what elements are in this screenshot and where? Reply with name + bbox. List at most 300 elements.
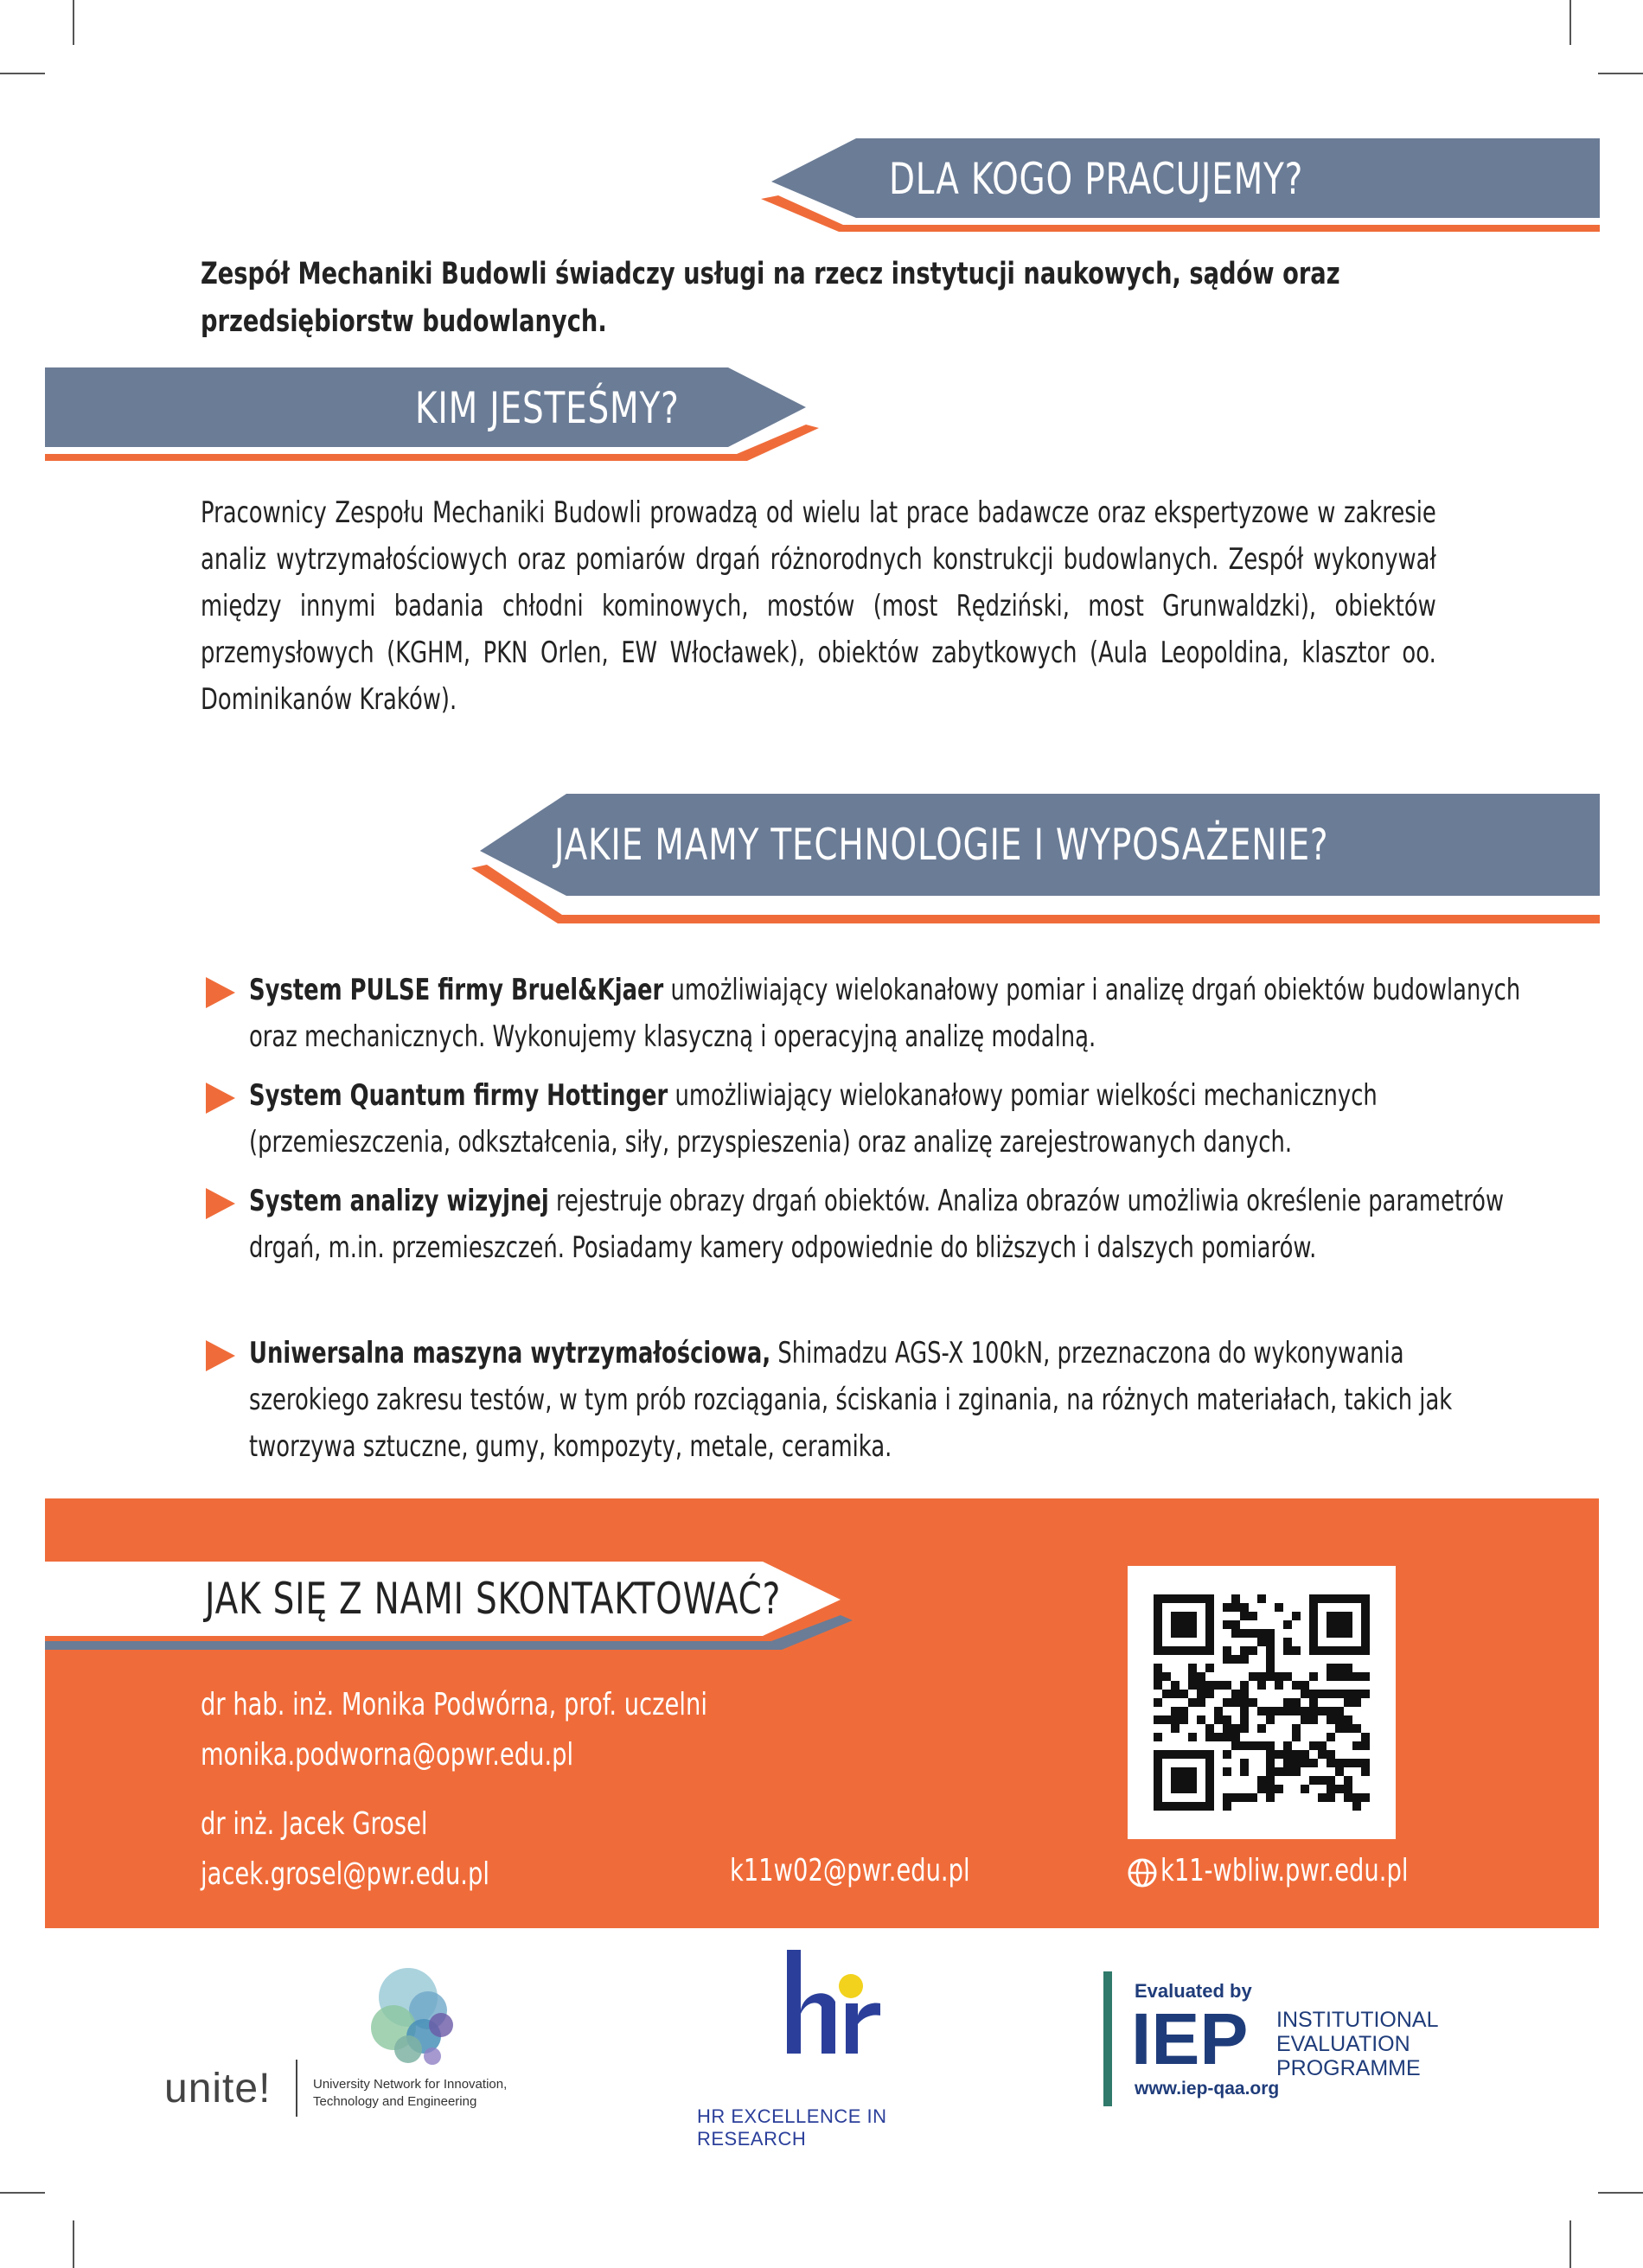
qr-module: [1266, 1638, 1275, 1646]
qr-module: [1171, 1776, 1180, 1785]
qr-module: [1162, 1750, 1171, 1759]
qr-module: [1335, 1715, 1344, 1724]
qr-module: [1205, 1793, 1214, 1802]
qr-module: [1292, 1707, 1301, 1715]
qr-module: [1327, 1664, 1335, 1672]
qr-module: [1171, 1707, 1180, 1715]
qr-module: [1180, 1707, 1188, 1715]
qr-module: [1283, 1620, 1292, 1629]
triangle-bullet-icon: [206, 1340, 235, 1371]
qr-module: [1171, 1750, 1180, 1759]
qr-module: [1188, 1750, 1197, 1759]
qr-module: [1223, 1681, 1231, 1690]
qr-module: [1361, 1672, 1370, 1681]
qr-module: [1154, 1664, 1162, 1672]
qr-module: [1162, 1715, 1171, 1724]
triangle-bullet-icon: [206, 1188, 235, 1219]
qr-module: [1292, 1767, 1301, 1776]
qr-module: [1309, 1672, 1318, 1681]
qr-module: [1205, 1785, 1214, 1793]
list-item: [206, 1072, 1529, 1166]
qr-module: [1249, 1698, 1257, 1707]
qr-module: [1361, 1646, 1370, 1655]
qr-module: [1154, 1776, 1162, 1785]
qr-module: [1162, 1594, 1171, 1603]
item-title: System Quantum firmy Hottinger: [249, 1078, 668, 1113]
qr-module: [1205, 1629, 1214, 1638]
qr-module: [1223, 1724, 1231, 1733]
qr-module: [1180, 1594, 1188, 1603]
qr-module: [1361, 1690, 1370, 1698]
qr-module: [1171, 1620, 1180, 1629]
qr-module: [1171, 1767, 1180, 1776]
qr-module: [1309, 1629, 1318, 1638]
qr-module: [1205, 1690, 1214, 1698]
qr-module: [1240, 1629, 1249, 1638]
qr-module: [1327, 1620, 1335, 1629]
qr-module: [1154, 1646, 1162, 1655]
qr-module: [1231, 1690, 1240, 1698]
qr-code-pattern: [1154, 1594, 1370, 1811]
unit-email[interactable]: k11w02@pwr.edu.pl: [730, 1853, 970, 1888]
qr-module: [1275, 1672, 1283, 1681]
item-description: umożliwiający wielokanałowy pomiar i analizę drgań obiektów budowlanych oraz mechanicznych. Wykonujemy klasyczną i operacyjną analizę modalną.: [249, 973, 1521, 1054]
qr-module: [1257, 1707, 1266, 1715]
qr-module: [1266, 1664, 1275, 1672]
contact-person1-email[interactable]: monika.podworna@opwr.edu.pl: [201, 1737, 574, 1773]
qr-module: [1257, 1672, 1266, 1681]
technologies-list: [206, 967, 1529, 1482]
qr-module: [1188, 1612, 1197, 1620]
iep-line2: EVALUATION: [1276, 2032, 1410, 2056]
qr-module: [1171, 1629, 1180, 1638]
qr-module: [1352, 1698, 1361, 1707]
qr-module: [1266, 1750, 1275, 1759]
qr-module: [1275, 1681, 1283, 1690]
crop-mark: [1598, 2192, 1643, 2194]
qr-module: [1171, 1612, 1180, 1620]
qr-module: [1266, 1759, 1275, 1767]
qr-module: [1205, 1776, 1214, 1785]
qr-module: [1171, 1646, 1180, 1655]
qr-module: [1309, 1594, 1318, 1603]
qr-module: [1301, 1715, 1309, 1724]
triangle-bullet-icon: [206, 977, 235, 1008]
qr-module: [1171, 1690, 1180, 1698]
banner-who-for-title: DLA KOGO PRACUJEMY?: [889, 154, 1304, 204]
qr-module: [1197, 1802, 1205, 1811]
qr-module: [1180, 1802, 1188, 1811]
iep-line3: PROGRAMME: [1276, 2056, 1421, 2080]
qr-module: [1205, 1612, 1214, 1620]
unite-divider: [296, 2060, 297, 2117]
qr-module: [1223, 1698, 1231, 1707]
qr-module: [1335, 1629, 1344, 1638]
crop-mark: [73, 0, 74, 45]
qr-module: [1292, 1750, 1301, 1759]
iep-acronym: IEP: [1131, 1998, 1249, 2080]
qr-module: [1318, 1646, 1327, 1655]
qr-module: [1266, 1655, 1275, 1664]
qr-module: [1249, 1629, 1257, 1638]
qr-module: [1223, 1733, 1231, 1741]
qr-module: [1309, 1707, 1318, 1715]
qr-module: [1257, 1594, 1266, 1603]
qr-module: [1180, 1715, 1188, 1724]
qr-module: [1292, 1698, 1301, 1707]
qr-module: [1266, 1672, 1275, 1681]
qr-module: [1240, 1724, 1249, 1733]
qr-module: [1171, 1802, 1180, 1811]
qr-module: [1197, 1690, 1205, 1698]
qr-module: [1214, 1707, 1223, 1715]
qr-module: [1318, 1594, 1327, 1603]
qr-module: [1344, 1698, 1352, 1707]
qr-module: [1344, 1620, 1352, 1629]
qr-module: [1205, 1681, 1214, 1690]
qr-module: [1275, 1603, 1283, 1612]
qr-module: [1188, 1594, 1197, 1603]
qr-module: [1188, 1767, 1197, 1776]
banner-contact: [45, 1562, 858, 1657]
qr-module: [1188, 1776, 1197, 1785]
qr-module: [1249, 1672, 1257, 1681]
list-item: [206, 1178, 1529, 1318]
qr-module: [1283, 1698, 1292, 1707]
crop-mark: [1569, 0, 1571, 45]
qr-module: [1335, 1724, 1344, 1733]
unite-wordmark: unite!: [164, 2066, 272, 2111]
crop-mark: [1598, 73, 1643, 74]
qr-module: [1223, 1750, 1231, 1759]
qr-module: [1240, 1715, 1249, 1724]
qr-module: [1361, 1594, 1370, 1603]
qr-module: [1344, 1612, 1352, 1620]
qr-module: [1205, 1724, 1214, 1733]
qr-module: [1327, 1594, 1335, 1603]
qr-module: [1188, 1629, 1197, 1638]
qr-module: [1309, 1603, 1318, 1612]
qr-module: [1154, 1629, 1162, 1638]
qr-module: [1154, 1793, 1162, 1802]
qr-module: [1352, 1724, 1361, 1733]
qr-module: [1197, 1646, 1205, 1655]
qr-module: [1292, 1646, 1301, 1655]
qr-module: [1154, 1767, 1162, 1776]
contact-person2-email[interactable]: jacek.grosel@pwr.edu.pl: [201, 1856, 489, 1892]
qr-module: [1205, 1638, 1214, 1646]
qr-module: [1162, 1646, 1171, 1655]
item-title: System PULSE firmy Bruel&Kjaer: [249, 973, 664, 1007]
qr-module: [1309, 1759, 1318, 1767]
hr-excellence-logo: [778, 1950, 899, 2080]
qr-module: [1335, 1785, 1344, 1793]
qr-module: [1223, 1620, 1231, 1629]
qr-module: [1335, 1759, 1344, 1767]
qr-module: [1231, 1733, 1240, 1741]
qr-module: [1361, 1733, 1370, 1741]
qr-module: [1352, 1690, 1361, 1698]
qr-module: [1266, 1785, 1275, 1793]
qr-module: [1197, 1750, 1205, 1759]
qr-module: [1154, 1612, 1162, 1620]
qr-module: [1171, 1724, 1180, 1733]
qr-code: [1128, 1566, 1396, 1839]
hr-logo: [692, 1950, 977, 2150]
qr-module: [1180, 1690, 1188, 1698]
qr-module: [1361, 1793, 1370, 1802]
qr-module: [1292, 1724, 1301, 1733]
qr-module: [1266, 1741, 1275, 1750]
qr-module: [1335, 1664, 1344, 1672]
qr-module: [1283, 1672, 1292, 1681]
qr-module: [1257, 1776, 1266, 1785]
qr-module: [1335, 1767, 1344, 1776]
qr-module: [1344, 1629, 1352, 1638]
qr-module: [1231, 1724, 1240, 1733]
qr-module: [1154, 1750, 1162, 1759]
qr-module: [1240, 1612, 1249, 1620]
banner-who-for: [761, 138, 1600, 238]
qr-module: [1171, 1785, 1180, 1793]
qr-module: [1197, 1681, 1205, 1690]
iep-left-bar: [1103, 1971, 1112, 2106]
qr-module: [1154, 1594, 1162, 1603]
qr-module: [1205, 1759, 1214, 1767]
website-url[interactable]: k11-wbliw.pwr.edu.pl: [1160, 1853, 1409, 1888]
qr-module: [1188, 1802, 1197, 1811]
qr-module: [1223, 1715, 1231, 1724]
qr-module: [1223, 1793, 1231, 1802]
banner-technologies: [471, 794, 1600, 928]
qr-module: [1231, 1698, 1240, 1707]
item-description: umożliwiający wielokanałowy pomiar wielkości mechanicznych (przemieszczenia, odkształcenia, siły, przyspieszenia) oraz analizę zarejestrowanych danych.: [249, 1078, 1378, 1160]
qr-module: [1266, 1715, 1275, 1724]
qr-module: [1361, 1629, 1370, 1638]
qr-module: [1180, 1750, 1188, 1759]
qr-module: [1344, 1594, 1352, 1603]
qr-module: [1361, 1767, 1370, 1776]
qr-module: [1231, 1594, 1240, 1603]
qr-module: [1352, 1594, 1361, 1603]
qr-module: [1240, 1603, 1249, 1612]
qr-module: [1335, 1620, 1344, 1629]
qr-module: [1275, 1707, 1283, 1715]
qr-module: [1327, 1629, 1335, 1638]
qr-module: [1257, 1741, 1266, 1750]
qr-module: [1309, 1776, 1318, 1785]
qr-module: [1361, 1620, 1370, 1629]
qr-module: [1361, 1638, 1370, 1646]
qr-module: [1249, 1741, 1257, 1750]
qr-module: [1231, 1603, 1240, 1612]
qr-module: [1188, 1785, 1197, 1793]
qr-module: [1344, 1646, 1352, 1655]
qr-module: [1154, 1672, 1162, 1681]
banner-technologies-title: JAKIE MAMY TECHNOLOGIE I WYPOSAŻENIE?: [554, 820, 1329, 870]
qr-module: [1257, 1629, 1266, 1638]
qr-module: [1188, 1646, 1197, 1655]
qr-module: [1344, 1724, 1352, 1733]
qr-module: [1188, 1698, 1197, 1707]
qr-module: [1257, 1638, 1266, 1646]
qr-module: [1205, 1750, 1214, 1759]
qr-module: [1223, 1646, 1231, 1655]
item-description: rejestruje obrazy drgań obiektów. Analiza obrazów umożliwia określenie parametrów drgań, m.in. przemieszczeń. Posiadamy kamery odpowiednie do bliższych i dalszych pomiarów.: [249, 1184, 1505, 1265]
qr-module: [1318, 1793, 1327, 1802]
crop-mark: [0, 2192, 45, 2194]
qr-module: [1240, 1767, 1249, 1776]
list-item: [206, 967, 1529, 1060]
qr-module: [1327, 1715, 1335, 1724]
qr-module: [1361, 1759, 1370, 1767]
qr-module: [1154, 1698, 1162, 1707]
qr-module: [1344, 1715, 1352, 1724]
qr-module: [1309, 1612, 1318, 1620]
qr-module: [1309, 1638, 1318, 1646]
qr-module: [1283, 1759, 1292, 1767]
qr-module: [1240, 1646, 1249, 1655]
qr-module: [1257, 1724, 1266, 1733]
qr-module: [1188, 1681, 1197, 1690]
qr-module: [1231, 1629, 1240, 1638]
qr-module: [1301, 1690, 1309, 1698]
qr-module: [1266, 1629, 1275, 1638]
qr-module: [1162, 1690, 1171, 1698]
qr-module: [1344, 1793, 1352, 1802]
hr-caption: HR EXCELLENCE IN RESEARCH: [697, 2105, 887, 2150]
qr-module: [1266, 1707, 1275, 1715]
qr-module: [1275, 1767, 1283, 1776]
qr-module: [1231, 1620, 1240, 1629]
item-description: Shimadzu AGS-X 100kN, przeznaczona do wykonywania szerokiego zakresu testów, w tym prób rozciągania, ściskania i zginania, na różnych materiałach, takich jak tworzywa sztuczne, gumy, kompozyty, metale, ceramika.: [249, 1336, 1453, 1464]
qr-module: [1180, 1646, 1188, 1655]
contact-person2-name: dr inż. Jacek Grosel: [201, 1806, 428, 1842]
qr-module: [1327, 1785, 1335, 1793]
qr-module: [1335, 1646, 1344, 1655]
qr-module: [1240, 1759, 1249, 1767]
globe-icon: [1126, 1856, 1159, 1889]
qr-module: [1240, 1698, 1249, 1707]
qr-module: [1327, 1690, 1335, 1698]
qr-module: [1171, 1594, 1180, 1603]
qr-module: [1205, 1767, 1214, 1776]
qr-module: [1223, 1603, 1231, 1612]
unite-circles-logo: [346, 1963, 467, 2075]
qr-module: [1223, 1802, 1231, 1811]
qr-module: [1292, 1612, 1301, 1620]
qr-module: [1266, 1776, 1275, 1785]
qr-module: [1197, 1594, 1205, 1603]
iep-url: www.iep-qaa.org: [1135, 2079, 1280, 2099]
qr-module: [1180, 1776, 1188, 1785]
qr-module: [1335, 1612, 1344, 1620]
qr-module: [1335, 1672, 1344, 1681]
qr-module: [1283, 1750, 1292, 1759]
qr-module: [1231, 1741, 1240, 1750]
qr-module: [1197, 1698, 1205, 1707]
qr-module: [1352, 1793, 1361, 1802]
qr-module: [1240, 1793, 1249, 1802]
qr-module: [1275, 1785, 1283, 1793]
qr-module: [1352, 1802, 1361, 1811]
qr-module: [1188, 1733, 1197, 1741]
qr-module: [1154, 1681, 1162, 1690]
qr-module: [1335, 1594, 1344, 1603]
banner-who-we-are-title: KIM JESTEŚMY?: [415, 383, 680, 433]
crop-mark: [0, 73, 45, 74]
qr-module: [1309, 1715, 1318, 1724]
unite-tagline-line2: Technology and Engineering: [313, 2094, 477, 2109]
qr-module: [1205, 1603, 1214, 1612]
who-for-text: Zespół Mechaniki Budowli świadczy usługi na rzecz instytucji naukowych, sądów oraz przedsiębiorstw budowlanych.: [201, 257, 1340, 339]
qr-module: [1327, 1733, 1335, 1741]
qr-module: [1180, 1629, 1188, 1638]
qr-module: [1266, 1646, 1275, 1655]
qr-module: [1180, 1785, 1188, 1793]
qr-module: [1154, 1785, 1162, 1793]
qr-module: [1344, 1785, 1352, 1793]
qr-module: [1275, 1750, 1283, 1759]
qr-module: [1240, 1707, 1249, 1715]
qr-module: [1318, 1707, 1327, 1715]
item-title: Uniwersalna maszyna wytrzymałościowa,: [249, 1336, 771, 1370]
qr-module: [1240, 1681, 1249, 1690]
qr-module: [1249, 1612, 1257, 1620]
qr-module: [1352, 1646, 1361, 1655]
qr-module: [1283, 1707, 1292, 1715]
qr-module: [1344, 1759, 1352, 1767]
qr-module: [1318, 1776, 1327, 1785]
qr-module: [1154, 1733, 1162, 1741]
qr-module: [1327, 1776, 1335, 1785]
qr-module: [1171, 1715, 1180, 1724]
qr-module: [1154, 1638, 1162, 1646]
qr-module: [1335, 1707, 1344, 1715]
crop-mark: [73, 2220, 74, 2268]
qr-module: [1223, 1655, 1231, 1664]
qr-module: [1240, 1741, 1249, 1750]
qr-module: [1292, 1759, 1301, 1767]
qr-module: [1205, 1620, 1214, 1629]
qr-module: [1154, 1603, 1162, 1612]
qr-module: [1361, 1603, 1370, 1612]
qr-module: [1301, 1707, 1309, 1715]
qr-module: [1292, 1733, 1301, 1741]
qr-module: [1283, 1741, 1292, 1750]
banner-contact-title: JAK SIĘ Z NAMI SKONTAKTOWAĆ?: [205, 1574, 782, 1624]
qr-module: [1344, 1776, 1352, 1785]
qr-module: [1205, 1733, 1214, 1741]
qr-module: [1352, 1741, 1361, 1750]
qr-module: [1283, 1767, 1292, 1776]
qr-module: [1214, 1715, 1223, 1724]
triangle-bullet-icon: [206, 1083, 235, 1114]
qr-module: [1180, 1612, 1188, 1620]
qr-module: [1327, 1672, 1335, 1681]
iep-logo: [1103, 1971, 1484, 2118]
qr-module: [1283, 1646, 1292, 1655]
qr-module: [1301, 1759, 1309, 1767]
qr-module: [1327, 1793, 1335, 1802]
qr-module: [1162, 1672, 1171, 1681]
qr-module: [1335, 1690, 1344, 1698]
qr-module: [1266, 1767, 1275, 1776]
contact-person1-name: dr hab. inż. Monika Podwórna, prof. uczelni: [201, 1687, 707, 1722]
qr-module: [1257, 1785, 1266, 1793]
qr-module: [1214, 1733, 1223, 1741]
qr-module: [1301, 1750, 1309, 1759]
